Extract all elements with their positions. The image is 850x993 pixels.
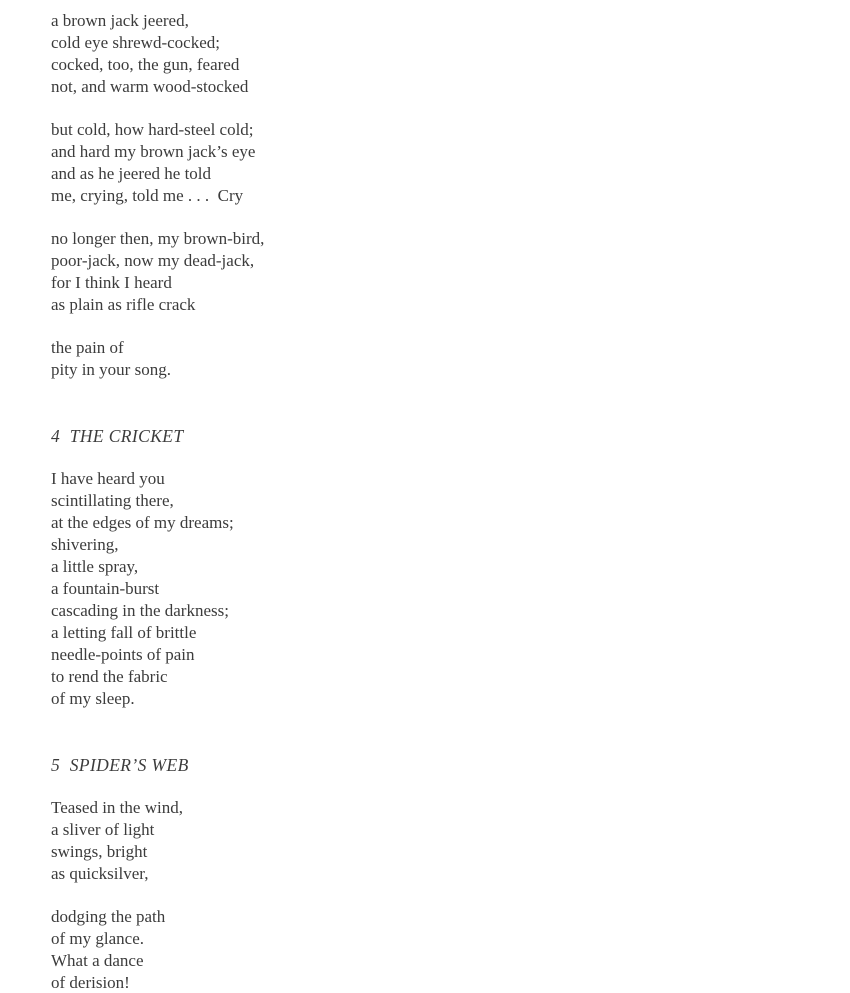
poem-line: needle-points of pain <box>51 645 195 664</box>
poem-line: but cold, how hard-steel cold; <box>51 120 254 139</box>
poem-line: as quicksilver, <box>51 864 149 883</box>
poem-line: the pain of <box>51 338 124 357</box>
poem-section-heading: 4 THE CRICKET <box>51 426 184 446</box>
poem-line: cold eye shrewd-cocked; <box>51 33 220 52</box>
poem-line: What a dance <box>51 951 144 970</box>
poem-line: of my sleep. <box>51 689 135 708</box>
stanza <box>51 119 255 207</box>
poem-line: cascading in the darkness; <box>51 601 229 620</box>
poem-line: swings, bright <box>51 842 148 861</box>
poem-line: cocked, too, the gun, feared <box>51 55 240 74</box>
poem-line: a brown jack jeered, <box>51 11 189 30</box>
poem-line: as plain as rifle crack <box>51 295 196 314</box>
poem-line: of derision! <box>51 973 130 992</box>
poem-line: scintillating there, <box>51 491 174 510</box>
poem-line: to rend the fabric <box>51 667 168 686</box>
stanza <box>51 906 165 993</box>
stanza <box>51 797 183 885</box>
poem-line: for I think I heard <box>51 273 172 292</box>
poem-line: Teased in the wind, <box>51 798 183 817</box>
stanza <box>51 228 264 316</box>
poem-text <box>51 10 810 993</box>
poem-line: a letting fall of brittle <box>51 623 197 642</box>
poem-line: a little spray, <box>51 557 139 576</box>
poem-line: a fountain-burst <box>51 579 160 598</box>
poem-line: and hard my brown jack’s eye <box>51 142 256 161</box>
stanza <box>51 10 248 98</box>
stanza <box>51 337 171 381</box>
poem-line: no longer then, my brown-bird, <box>51 229 265 248</box>
poem-line: poor-jack, now my dead-jack, <box>51 251 255 270</box>
poem-line: me, crying, told me . . . Cry <box>51 186 244 205</box>
poem-line: a sliver of light <box>51 820 155 839</box>
poem-section-heading: 5 SPIDER’S WEB <box>51 755 189 775</box>
poem-line: not, and warm wood-stocked <box>51 77 249 96</box>
poem-line: I have heard you <box>51 469 165 488</box>
poem-line: of my glance. <box>51 929 144 948</box>
poem-line: pity in your song. <box>51 360 171 379</box>
poem-line: and as he jeered he told <box>51 164 212 183</box>
poem-line: at the edges of my dreams; <box>51 513 234 532</box>
poem-line: shivering, <box>51 535 119 554</box>
stanza <box>51 468 234 710</box>
poem-line: dodging the path <box>51 907 166 926</box>
